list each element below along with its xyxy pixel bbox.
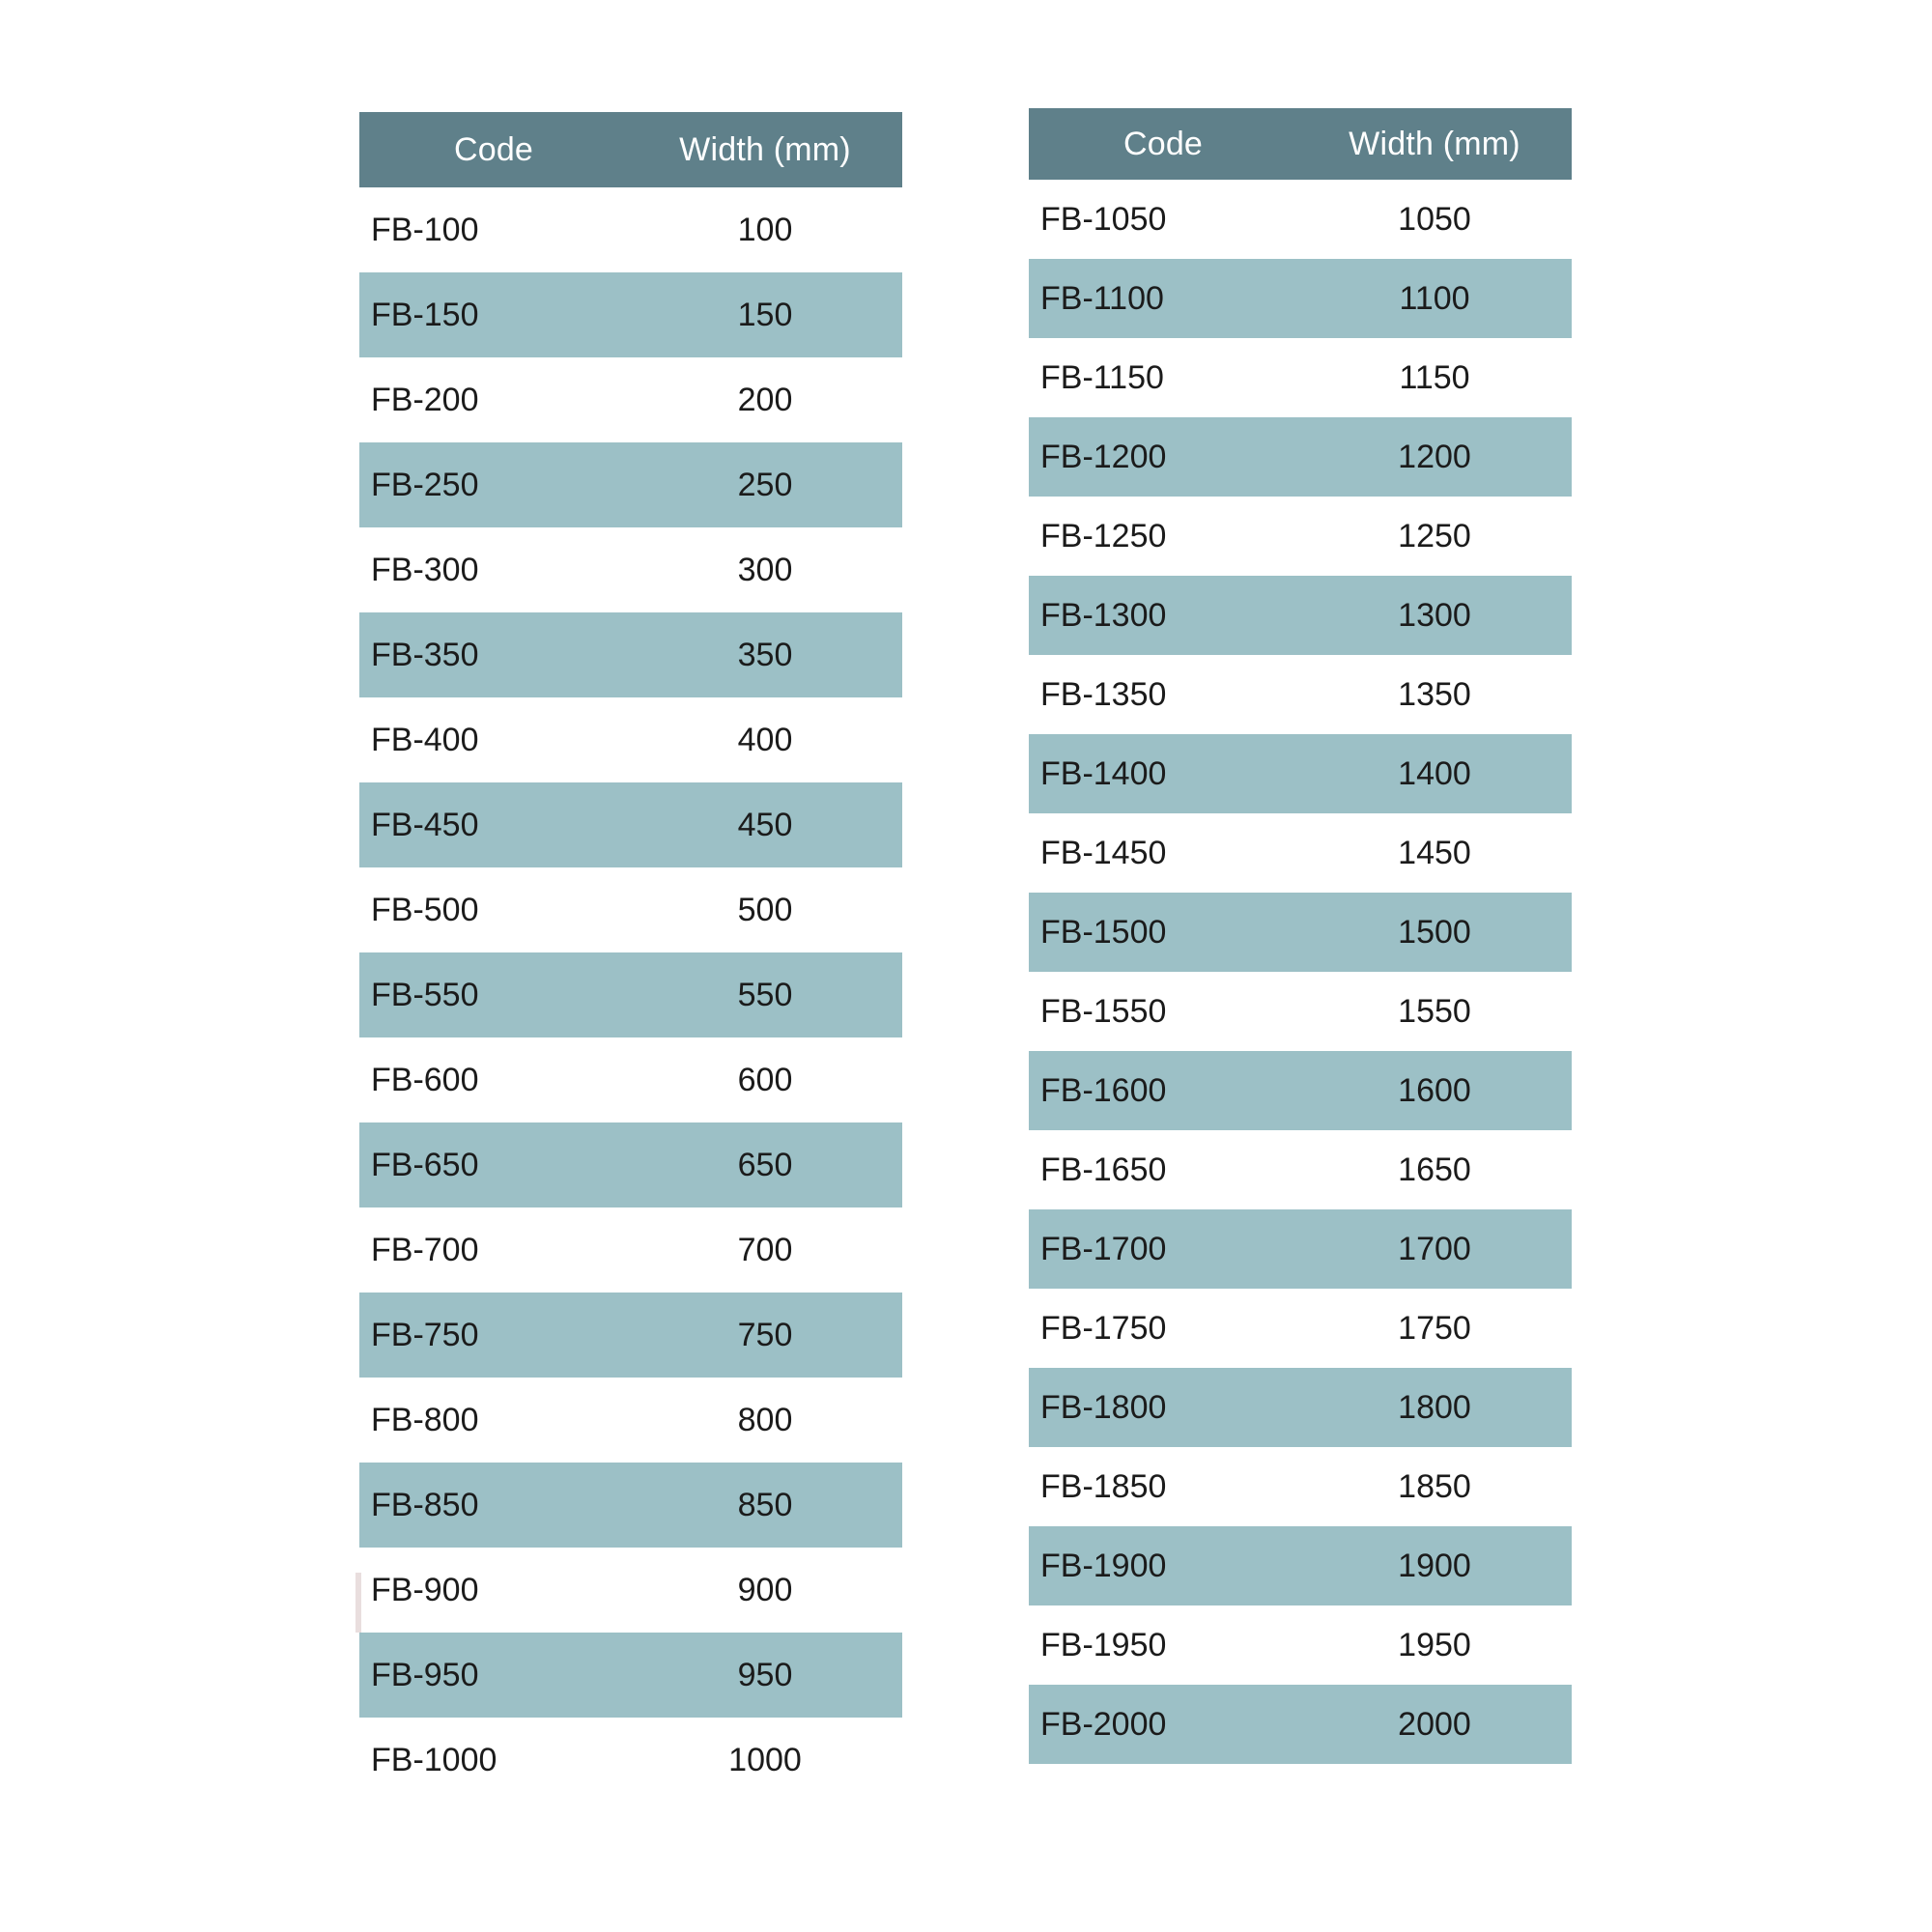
cell-code: FB-1200 [1029, 417, 1297, 497]
cell-code: FB-1850 [1029, 1447, 1297, 1526]
cell-code: FB-1000 [359, 1718, 628, 1803]
cell-code: FB-1800 [1029, 1368, 1297, 1447]
cell-width: 800 [628, 1378, 902, 1463]
cell-code: FB-800 [359, 1378, 628, 1463]
cell-code: FB-700 [359, 1208, 628, 1293]
cell-width: 500 [628, 867, 902, 952]
table-row [359, 1548, 902, 1633]
cell-width: 950 [628, 1633, 902, 1718]
table-row [359, 1633, 902, 1718]
cell-code: FB-1700 [1029, 1209, 1297, 1289]
cell-code: FB-350 [359, 612, 628, 697]
table-row [1029, 734, 1572, 813]
cell-width: 1300 [1297, 576, 1572, 655]
cell-code: FB-750 [359, 1293, 628, 1378]
cell-code: FB-650 [359, 1122, 628, 1208]
cell-width: 850 [628, 1463, 902, 1548]
table-row [359, 952, 902, 1037]
table-row [359, 187, 902, 272]
cell-width: 1400 [1297, 734, 1572, 813]
cell-width: 750 [628, 1293, 902, 1378]
cell-code: FB-100 [359, 187, 628, 272]
cell-code: FB-1600 [1029, 1051, 1297, 1130]
column-header-code: Code [1029, 108, 1297, 180]
cell-width: 1100 [1297, 259, 1572, 338]
table-row [1029, 1685, 1572, 1764]
cell-width: 1650 [1297, 1130, 1572, 1209]
cell-width: 1850 [1297, 1447, 1572, 1526]
cell-width: 1050 [1297, 180, 1572, 259]
cell-width: 450 [628, 782, 902, 867]
cell-code: FB-2000 [1029, 1685, 1297, 1764]
table-row [1029, 259, 1572, 338]
cell-width: 1700 [1297, 1209, 1572, 1289]
cell-width: 1150 [1297, 338, 1572, 417]
table-row [359, 1463, 902, 1548]
cell-code: FB-950 [359, 1633, 628, 1718]
table-row [359, 357, 902, 442]
cell-width: 300 [628, 527, 902, 612]
table-row [1029, 1526, 1572, 1605]
cell-code: FB-900 [359, 1548, 628, 1633]
table-head-left [359, 112, 902, 187]
cell-width: 1250 [1297, 497, 1572, 576]
table-body-left [359, 187, 902, 1803]
cell-code: FB-1050 [1029, 180, 1297, 259]
table-row [1029, 1130, 1572, 1209]
table-row [1029, 417, 1572, 497]
edge-artifact-mark [355, 1573, 361, 1633]
table-row [1029, 972, 1572, 1051]
table-row [359, 1718, 902, 1803]
table-row [1029, 1209, 1572, 1289]
cell-width: 350 [628, 612, 902, 697]
table-row [1029, 1368, 1572, 1447]
cell-width: 1000 [628, 1718, 902, 1803]
table-row [359, 1037, 902, 1122]
size-table-left [359, 112, 902, 1803]
cell-code: FB-1450 [1029, 813, 1297, 893]
cell-width: 1550 [1297, 972, 1572, 1051]
cell-code: FB-1550 [1029, 972, 1297, 1051]
cell-width: 600 [628, 1037, 902, 1122]
cell-code: FB-1400 [1029, 734, 1297, 813]
table-row [1029, 1605, 1572, 1685]
cell-width: 550 [628, 952, 902, 1037]
cell-code: FB-450 [359, 782, 628, 867]
cell-code: FB-1300 [1029, 576, 1297, 655]
cell-code: FB-300 [359, 527, 628, 612]
table-row [1029, 1447, 1572, 1526]
cell-code: FB-1150 [1029, 338, 1297, 417]
table-row [359, 1208, 902, 1293]
column-header-width: Width (mm) [628, 112, 902, 187]
cell-code: FB-600 [359, 1037, 628, 1122]
header-row [359, 112, 902, 187]
table-row [1029, 180, 1572, 259]
cell-code: FB-550 [359, 952, 628, 1037]
table-row [1029, 1051, 1572, 1130]
size-table-left-block [359, 112, 902, 1803]
cell-code: FB-850 [359, 1463, 628, 1548]
cell-code: FB-500 [359, 867, 628, 952]
cell-width: 1450 [1297, 813, 1572, 893]
cell-width: 400 [628, 697, 902, 782]
cell-width: 1600 [1297, 1051, 1572, 1130]
table-row [1029, 576, 1572, 655]
cell-code: FB-150 [359, 272, 628, 357]
table-head-right [1029, 108, 1572, 180]
cell-width: 200 [628, 357, 902, 442]
table-row [359, 1378, 902, 1463]
table-row [1029, 893, 1572, 972]
cell-width: 1750 [1297, 1289, 1572, 1368]
table-row [1029, 338, 1572, 417]
table-row [359, 782, 902, 867]
table-row [359, 1293, 902, 1378]
table-row [1029, 813, 1572, 893]
cell-width: 250 [628, 442, 902, 527]
cell-width: 100 [628, 187, 902, 272]
cell-width: 900 [628, 1548, 902, 1633]
table-row [359, 867, 902, 952]
size-table-right-block [1029, 108, 1572, 1764]
table-row [1029, 1289, 1572, 1368]
cell-code: FB-200 [359, 357, 628, 442]
cell-width: 1200 [1297, 417, 1572, 497]
cell-code: FB-1650 [1029, 1130, 1297, 1209]
cell-width: 150 [628, 272, 902, 357]
cell-code: FB-400 [359, 697, 628, 782]
cell-code: FB-250 [359, 442, 628, 527]
column-header-code: Code [359, 112, 628, 187]
column-header-width: Width (mm) [1297, 108, 1572, 180]
table-row [359, 1122, 902, 1208]
cell-width: 1350 [1297, 655, 1572, 734]
table-row [1029, 497, 1572, 576]
cell-width: 2000 [1297, 1685, 1572, 1764]
cell-width: 1950 [1297, 1605, 1572, 1685]
table-row [1029, 655, 1572, 734]
cell-code: FB-1100 [1029, 259, 1297, 338]
cell-code: FB-1250 [1029, 497, 1297, 576]
table-row [359, 612, 902, 697]
table-row [359, 527, 902, 612]
table-row [359, 442, 902, 527]
table-row [359, 697, 902, 782]
cell-width: 1900 [1297, 1526, 1572, 1605]
cell-code: FB-1500 [1029, 893, 1297, 972]
cell-width: 700 [628, 1208, 902, 1293]
cell-code: FB-1900 [1029, 1526, 1297, 1605]
cell-code: FB-1750 [1029, 1289, 1297, 1368]
cell-width: 1500 [1297, 893, 1572, 972]
size-table-right [1029, 108, 1572, 1764]
cell-code: FB-1950 [1029, 1605, 1297, 1685]
cell-width: 650 [628, 1122, 902, 1208]
table-row [359, 272, 902, 357]
cell-code: FB-1350 [1029, 655, 1297, 734]
header-row [1029, 108, 1572, 180]
table-body-right [1029, 180, 1572, 1764]
cell-width: 1800 [1297, 1368, 1572, 1447]
